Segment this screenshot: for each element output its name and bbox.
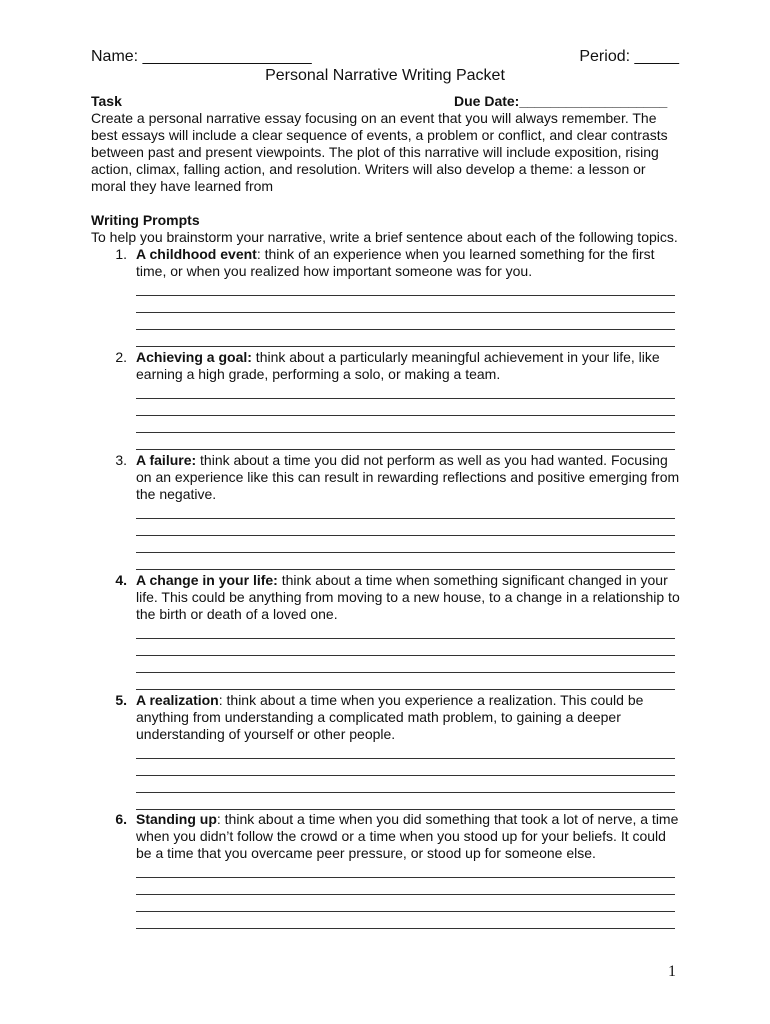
task-section: [91, 93, 679, 195]
prompt-number: 6.: [115, 811, 127, 827]
prompt-description: : think about a time when you did something that took a lot of nerve, a time: [216, 811, 679, 827]
answer-lines: [136, 382, 675, 450]
answer-line[interactable]: [136, 296, 675, 313]
writing-prompts-section: [91, 212, 679, 246]
prompt-description: understanding of yourself or other people.: [136, 726, 396, 742]
prompt-text: [136, 572, 681, 623]
answer-line[interactable]: [136, 330, 675, 347]
answer-line[interactable]: [136, 656, 675, 673]
prompt-description: : think about a time when you experience a realization. This could be: [218, 692, 644, 708]
prompt-text: [136, 692, 681, 743]
prompt-title: A childhood event: [136, 246, 257, 262]
answer-line[interactable]: [136, 895, 675, 912]
task-text-line: between past and present viewpoints. The plot of this narrative will include exposition, rising: [91, 144, 659, 160]
prompt-text: [136, 452, 681, 503]
answer-line[interactable]: [136, 759, 675, 776]
answer-line[interactable]: [136, 519, 675, 536]
name-field-label: Name: ___________________: [91, 48, 312, 65]
task-heading: Task: [91, 93, 122, 109]
task-header: [91, 93, 679, 110]
prompt-title: A change in your life:: [136, 572, 278, 588]
answer-line[interactable]: [136, 673, 675, 690]
answer-line[interactable]: [136, 536, 675, 553]
answer-lines: [136, 742, 675, 810]
writing-prompts-heading: Writing Prompts: [91, 212, 200, 228]
answer-line[interactable]: [136, 622, 675, 639]
prompt-description: on an experience like this can result in rewarding reflections and positive emerging from: [136, 469, 680, 485]
page-number: 1: [668, 963, 676, 980]
answer-lines: [136, 861, 675, 929]
prompt-text: [136, 811, 681, 862]
prompt-description: earning a high grade, performing a solo, or making a team.: [136, 366, 501, 382]
task-text-line: action, climax, falling action, and resolution. Writers will also develop a theme: a lesson or: [91, 161, 646, 177]
answer-line[interactable]: [136, 382, 675, 399]
prompt-number: 4.: [115, 572, 127, 588]
answer-line[interactable]: [136, 433, 675, 450]
prompt-description: life. This could be anything from moving to a new house, to a change in a relationship to: [136, 589, 680, 605]
prompt-title: A failure:: [136, 452, 197, 468]
task-text-line: Create a personal narrative essay focusing on an event that you will always remember. The: [91, 110, 657, 126]
answer-line[interactable]: [136, 639, 675, 656]
answer-line[interactable]: [136, 912, 675, 929]
period-field-label: Period: _____: [579, 48, 679, 65]
writing-prompts-intro: To help you brainstorm your narrative, write a brief sentence about each of the following topics.: [91, 229, 678, 245]
task-text-line: moral they have learned from: [91, 178, 274, 194]
answer-line[interactable]: [136, 553, 675, 570]
prompt-description: time, or when you realized how important someone was for you.: [136, 263, 533, 279]
prompt-title: Achieving a goal:: [136, 349, 252, 365]
answer-lines: [136, 622, 675, 690]
prompt-description: think about a time when something significant changed in your: [277, 572, 668, 588]
answer-lines: [136, 502, 675, 570]
prompt-description: think about a time you did not perform as well as you had wanted. Focusing: [196, 452, 668, 468]
answer-line[interactable]: [136, 742, 675, 759]
answer-line[interactable]: [136, 313, 675, 330]
prompt-description: : think of an experience when you learned something for the first: [256, 246, 655, 262]
answer-line[interactable]: [136, 416, 675, 433]
answer-line[interactable]: [136, 776, 675, 793]
prompt-description: think about a particularly meaningful achievement in your life, like: [251, 349, 660, 365]
prompt-description: be a time that you overcame peer pressure, or stood up for someone else.: [136, 845, 596, 861]
prompt-number: 2.: [115, 349, 127, 365]
answer-lines: [136, 279, 675, 347]
answer-line[interactable]: [136, 793, 675, 810]
due-date-field-label: Due Date:___________________: [454, 93, 668, 109]
page-title: Personal Narrative Writing Packet: [265, 67, 505, 84]
answer-line[interactable]: [136, 861, 675, 878]
prompt-description: when you didn’t follow the crowd or a time when you stood up for your beliefs. It could: [136, 828, 666, 844]
prompt-title: Standing up: [136, 811, 217, 827]
prompt-number: 1.: [115, 246, 127, 262]
answer-line[interactable]: [136, 502, 675, 519]
prompt-number: 3.: [115, 452, 127, 468]
answer-line[interactable]: [136, 399, 675, 416]
answer-line[interactable]: [136, 279, 675, 296]
answer-line[interactable]: [136, 878, 675, 895]
prompt-description: the birth or death of a loved one.: [136, 606, 338, 622]
prompt-title: A realization: [136, 692, 219, 708]
prompt-text: [136, 349, 681, 383]
prompt-number: 5.: [115, 692, 127, 708]
prompt-text: [136, 246, 681, 280]
prompt-description: the negative.: [136, 486, 217, 502]
task-text-line: best essays will include a clear sequence of events, a problem or conflict, and clear contrasts: [91, 127, 668, 143]
prompt-description: anything from understanding a complicated math problem, to gaining a deeper: [136, 709, 621, 725]
